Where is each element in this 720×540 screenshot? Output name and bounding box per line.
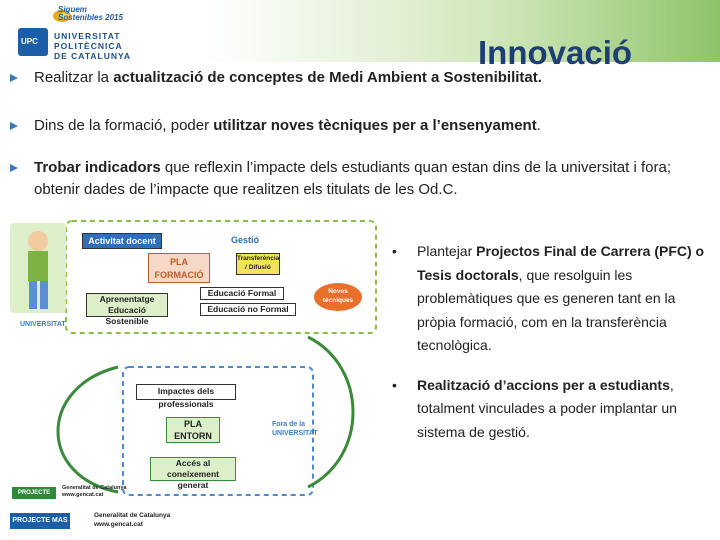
projecte-mas-logo: PROJECTE MAS bbox=[10, 513, 70, 529]
student-icon bbox=[10, 223, 66, 313]
fora-label: Fora de la UNIVERSITAT bbox=[272, 421, 318, 437]
campaign-line1: Siguem bbox=[58, 5, 87, 14]
bullet-arrow-icon bbox=[10, 164, 18, 172]
gencat-logo-1 bbox=[62, 485, 152, 501]
student-illustration bbox=[10, 223, 66, 313]
right-item-1: • Plantejar Projectos Final de Carrera (PFC) o Tesis doctorals, que resolguin les problemàtiques que es generen tant en la pròpia formació, com en la transferència tecnològica. bbox=[392, 240, 714, 358]
bullet-3: Trobar indicadors que reflexin l’impacte dels estudiants quan estan dins de la universitat i fora; obtenir dades de l’impacte que realitzen els titulats de les Od.C. bbox=[34, 159, 671, 198]
diagram bbox=[8, 217, 378, 535]
noves-tecniques-label: Noves tècniques bbox=[322, 288, 354, 304]
bullet-1: Realitzar la actualització de conceptes de Medi Ambient a Sostenibilitat. bbox=[34, 69, 542, 86]
bullet-2: Dins de la formació, poder utilitzar noves tècniques per a l’ensenyament. bbox=[34, 117, 541, 134]
educacio-formal-box: Educació Formal bbox=[200, 287, 284, 300]
upc-logo bbox=[18, 28, 48, 56]
universitat-label: UNIVERSITAT bbox=[20, 321, 66, 328]
gencat-logo-2 bbox=[94, 511, 206, 533]
pla-entorn-box: PLA ENTORN bbox=[166, 417, 220, 443]
activitat-docent-box: Activitat docent bbox=[82, 233, 162, 249]
bullet-arrow-icon bbox=[10, 122, 18, 130]
upc-line1: UNIVERSITAT POLITÈCNICA bbox=[54, 31, 123, 51]
campaign-text bbox=[58, 6, 128, 22]
gencat-url-1: www.gencat.cat bbox=[62, 492, 104, 498]
campaign-line2: Sostenibles 2015 bbox=[58, 13, 123, 22]
upc-abbr: UPC bbox=[21, 37, 38, 46]
page-title: Innovació bbox=[478, 34, 633, 71]
pla-formacio-box: PLA FORMACIÓ bbox=[148, 253, 210, 283]
right-column bbox=[392, 240, 714, 444]
right-item-2: • Realització d’accions per a estudiants, totalment vinculades a poder implantar un sistema de gestió. bbox=[392, 374, 714, 445]
bullet-arrow-icon bbox=[10, 74, 18, 82]
bullet-dot: • bbox=[392, 243, 397, 259]
gencat-url-2: www.gencat.cat bbox=[94, 521, 143, 528]
gencat-name-1: Generalitat de Catalunya bbox=[62, 485, 127, 491]
gestio-label: Gestió bbox=[230, 235, 259, 245]
bullet-dot: • bbox=[392, 376, 397, 393]
impactes-box: Impactes dels professionals bbox=[136, 384, 236, 400]
upc-line2: DE CATALUNYA bbox=[54, 51, 132, 61]
gencat-name-2: Generalitat de Catalunya bbox=[94, 512, 171, 519]
projecte-ras-logo: PROJECTE RAS bbox=[12, 487, 56, 499]
upc-name bbox=[54, 31, 184, 61]
transferencia-box: Transferència / Difusió bbox=[236, 253, 280, 275]
aprenentatge-box: Aprenentatge Educació Sostenible bbox=[86, 293, 168, 317]
educacio-no-formal-box: Educació no Formal bbox=[200, 303, 296, 316]
acces-box: Accés al coneixement generat bbox=[150, 457, 236, 481]
